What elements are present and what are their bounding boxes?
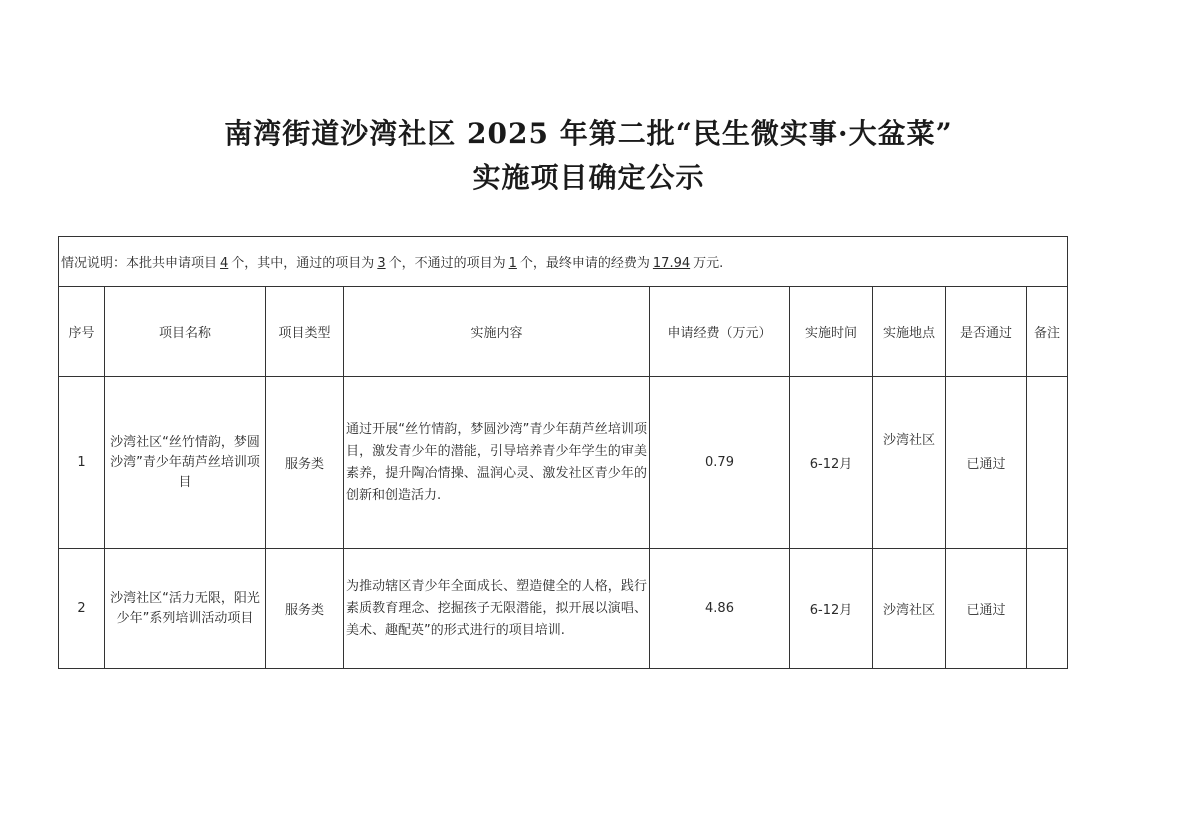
row-time: 6-12月 — [790, 377, 873, 549]
summary-amount: 17.94 — [652, 256, 691, 271]
row-note — [1027, 377, 1068, 549]
row-passed: 已通过 — [946, 377, 1027, 549]
header-fee: 申请经费（万元） — [650, 287, 790, 377]
row-name: 沙湾社区“丝竹情韵，梦圆沙湾”青少年葫芦丝培训项目 — [105, 377, 266, 549]
header-name: 项目名称 — [105, 287, 266, 377]
header-content: 实施内容 — [344, 287, 650, 377]
table-row — [59, 377, 1068, 549]
row-note — [1027, 549, 1068, 669]
header-passed: 是否通过 — [946, 287, 1027, 377]
project-table — [58, 236, 1068, 669]
row-passed: 已通过 — [946, 549, 1027, 669]
row-no: 1 — [59, 377, 105, 549]
summary-prefix: 情况说明：本批共申请项目 — [61, 256, 218, 271]
row-content: 为推动辖区青少年全面成长、塑造健全的人格，践行素质教育理念、挖掘孩子无限潜能，拟开展以演唱、美术、趣配英”的形式进行的项目培训. — [344, 549, 650, 669]
row-name: 沙湾社区“活力无限，阳光少年”系列培训活动项目 — [105, 549, 266, 669]
document-title-line1: 南湾街道沙湾社区 2025 年第二批“民生微实事·大盆菜” — [224, 117, 953, 150]
table-header-row — [59, 287, 1068, 377]
summary-mid2: 个，不通过的项目为 — [388, 256, 506, 271]
summary-cell — [59, 237, 1068, 287]
header-type: 项目类型 — [266, 287, 344, 377]
summary-passed: 3 — [377, 256, 386, 271]
header-place: 实施地点 — [873, 287, 946, 377]
row-type: 服务类 — [266, 377, 344, 549]
table-row — [59, 549, 1068, 669]
row-place: 沙湾社区 — [873, 549, 946, 669]
summary-total: 4 — [220, 256, 229, 271]
row-type: 服务类 — [266, 549, 344, 669]
header-no: 序号 — [59, 287, 105, 377]
row-fee: 4.86 — [650, 549, 790, 669]
row-no: 2 — [59, 549, 105, 669]
header-note: 备注 — [1027, 287, 1068, 377]
header-time: 实施时间 — [790, 287, 873, 377]
row-fee: 0.79 — [650, 377, 790, 549]
summary-mid1: 个，其中，通过的项目为 — [231, 256, 375, 271]
document-title-line2: 实施项目确定公示 — [472, 161, 705, 194]
summary-suffix: 万元. — [693, 256, 724, 271]
summary-failed: 1 — [508, 256, 517, 271]
row-content: 通过开展“丝竹情韵，梦圆沙湾”青少年葫芦丝培训项目，激发青少年的潜能，引导培养青少年学生的审美素养，提升陶冶情操、温润心灵、激发社区青少年的创新和创造活力. — [344, 377, 650, 549]
summary-mid3: 个，最终申请的经费为 — [519, 256, 650, 271]
row-time: 6-12月 — [790, 549, 873, 669]
row-place: 沙湾社区 — [873, 377, 946, 549]
